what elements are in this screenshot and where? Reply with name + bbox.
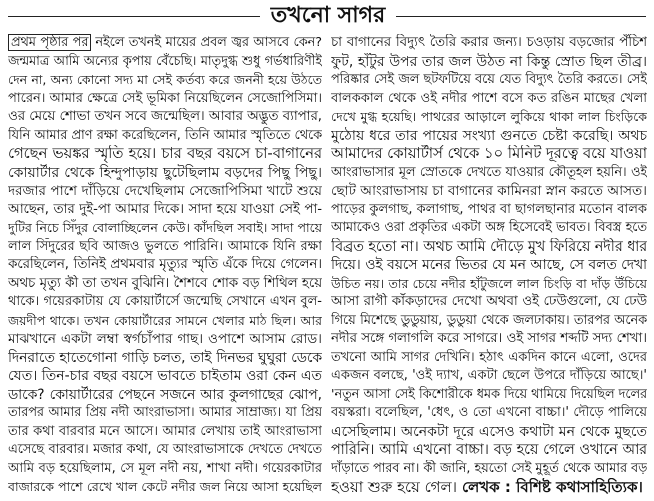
text-line: দাঁড়াতে পারব না। কী জানি, হয়তো সেই মুহূর্ত থেকে আমার বড় (331, 460, 647, 476)
text-line (8, 34, 322, 53)
text-line (331, 478, 647, 497)
text-line: এসেছে বারবার। মজার কথা, যে আংরাভাসাকে দেখতে দেখতে (8, 442, 322, 457)
text-line: ফুট, হাঁটুর উপর তার জল উঠত না কিন্তু স্রোত ছিল তীব্র। (331, 53, 647, 70)
text-line: ছোট আংরাভাসায় চা বাগানের কামিনরা স্নান করতে আসত। (331, 183, 647, 199)
text-line: আমাদের কোয়ার্টার্স থেকে ১০ মিনিট দূরত্বে বয়ে যাওয়া (331, 145, 647, 162)
text-line: ওর মেয়ে শোভা তখন সবে জন্মেছিল। আবার অদ্ভুত ব্যাপার, (8, 109, 322, 124)
text-line: পারেন। আমার ক্ষেত্রে সেই ভূমিকা নিয়েছিলেন সেজোপিসিমা। (8, 90, 322, 106)
text-line: ডাকে? কোয়ার্টারের পেছনে সজনে আর কুলগাছের ঝোপ, (8, 386, 322, 403)
text-line: যিনি আমার প্রাণ রক্ষা করেছিলেন, তিনি আমার স্মৃতিতে থেকে (8, 127, 322, 143)
line-text: নইলে তখনই মায়ের প্রবল জ্বর আসবে কেন? (95, 35, 322, 50)
text-line: বিব্রত হতো না। অথচ আমি দৌড়ে মুখ ফিরিয়ে নদীর ধার (331, 238, 647, 255)
text-line: উচিত নয়। তার চেয়ে নদীর হাঁটুজলে লাল চিংড়ি বা দাঁড় উঁচিয়ে (331, 275, 647, 291)
title-rule-right (396, 16, 646, 17)
text-line: আংরাভাসার মূল স্রোতকে দেখতে যাওয়ার কৌতূহল হয়নি। ওই (331, 164, 647, 180)
text-line: আমাকেও ওরা প্রকৃতির একটা অঙ্গ হিসেবেই ভাবত। বিবস্ত্র হতে (331, 220, 647, 235)
right-column (331, 34, 647, 497)
title-rule-left (8, 16, 260, 17)
text-line: তখনো আমি সাগর দেখিনি। হঠাৎ একদিন কানে এলো, ওদের (331, 349, 647, 365)
text-line: দেখে মুগ্ধ হয়েছি। পাথরের আড়ালে লুকিয়ে থাকা লাল চিংড়িকে (331, 109, 647, 124)
text-line: এসেছিলাম। অনেকটা দূরে এসেও কথাটা মন থেকে মুছতে (331, 423, 647, 440)
text-line: 'নতুন আসা সেই কিশোরীকে ধমক দিয়ে থামিয়ে দিয়েছিল দলের (331, 386, 647, 402)
text-line: বালককাল থেকে ওই নদীর পাশে বসে কত রঙিন মাছের খেলা (331, 90, 647, 106)
text-line: চা বাগানের বিদ্যুৎ তৈরি করার জন্য। চওড়ায় বড়জোর পঁচিশ (331, 35, 647, 50)
text-line: আছেন, তার দুই-পা আমার দিকে। সাদা হয়ে যাওয়া সেই পা- (8, 201, 322, 217)
text-line: কোয়ার্টার থেকে হিন্দুপাড়ায় ছুটেছিলাম বড়দের পিছু পিছু। (8, 164, 322, 181)
text-line: দিনরাতে হাতেগোনা গাড়ি চলত, তাই দিনভর ঘুঘুরা ডেকে (8, 349, 322, 366)
text-line: দেন না, অন্য কোনো সদ্য মা সেই কর্তব্য করে জননী হয়ে উঠতে (8, 72, 322, 87)
text-line: জন্মমাত্র আমি অন্যের কৃপায় বেঁচেছি। মাতৃদুগ্ধ শুধু গর্ভধারিণীই (8, 53, 322, 69)
text-line: পাড়ের কুলগাছ, কলাগাছ, পাথর বা ছাগলছানার মতোন বালক (331, 201, 647, 217)
author-byline: লেখক : বিশিষ্ট কথাসাহিত্যিক। (462, 478, 643, 496)
text-line: পরিষ্কার সেই জল ছটফটিয়ে বয়ে যেত বিদ্যুৎ তৈরি করতে। সেই (331, 72, 647, 87)
text-line: যেত। তিন-চার বছর বয়সে ভাবতে চাইতাম ওরা কেন এত (8, 368, 322, 384)
text-line: মুঠোয় ধরে তার পায়ের সংখ্যা গুনতে চেষ্টা করেছি। অথচ (331, 127, 647, 144)
text-line: অথচ মৃত্যু কী তা তখন বুঝিনি। শৈশবে শোক বড় শিথিল হয়ে (8, 275, 322, 291)
text-line: বাজারকে পাশে রেখে খাল কেটে নদীর জল নিয়ে আসা হয়েছিল (8, 479, 322, 494)
continued-from-label: প্রথম পৃষ্ঠার পর (8, 34, 91, 51)
text-line: আমি বড় হয়েছিলাম, সে মূল নদী নয়, শাখা নদী। গয়েরকাটার (8, 460, 322, 476)
text-line: জয়দীপ থাকে। তখন কোয়ার্টারের সামনে খেলার মাঠ ছিল। আর (8, 312, 322, 328)
article-title: তখনো সাগর (270, 3, 386, 28)
text-line: গিয়ে মিশেছে ডুডুয়ায়, ডুডুয়া থেকে জলঢাকায়। তারপর অনেক (331, 312, 647, 328)
line-text: হওয়া শুরু হয়ে গেল। (331, 478, 458, 496)
text-line: গেছেন ভয়ঙ্কর স্মৃতি হয়ে। চার বছর বয়সে চা-বাগানের (8, 145, 322, 162)
left-column (8, 34, 322, 497)
text-line: পারিনি। আমি এখনো বাচ্চা। বড় হয়ে গেলে ওখানে আর (331, 442, 647, 458)
text-line: তারপর আমার প্রিয় নদী আংরাভাসা। আমার সাম্রাজ্য। যা প্রিয় (8, 405, 322, 420)
text-line: নদীর সঙ্গে গলাগলি করে সাগরে। ওই সাগর শব্দটি সদ্য শেখা। (331, 331, 647, 346)
text-line: থাকে। গয়েরকাটায় যে কোয়ার্টার্সে জন্মেছি সেখানে এখন বুল- (8, 294, 322, 309)
text-line: লাল সিঁদুরের ছবি আজও ভুলতে পারিনি। আমাকে যিনি রক্ষা (8, 238, 322, 254)
text-line: দুটির নিচে সিঁদুর বোলাচ্ছিলেন কেউ। কাঁদছিল সবাই। সাদা পায়ে (8, 220, 322, 235)
text-line: আসা রাগী কাঁকড়াদের দেখো অথবা ওই ঢেউগুলো, যে ঢেউ (331, 294, 647, 309)
text-line: মাঝখানে একটা লম্বা স্বর্গচাঁপার গাছ। ওপাশে আসাম রোড। (8, 331, 322, 347)
text-line: তার কথা বারবার মনে আসে। আমার লেখায় তাই আংরাভাসা (8, 423, 322, 439)
text-line: একজন বলছে, 'ওই দ্যাখ, একটা ছেলে উপরে দাঁড়িয়ে আছে।' (331, 368, 647, 383)
text-line: দিয়ে। ওই বয়সে মনের ভিতর যে মন আছে, সে বলত দেখা (331, 257, 647, 273)
text-line: দরজার পাশে দাঁড়িয়ে দেখেছিলাম সেজোপিসিমা খাটে শুয়ে (8, 183, 322, 199)
text-line: বয়স্করা। বলেছিল, 'ধেৎ, ও তো এখনো বাচ্চা।' দৌড়ে পালিয়ে (331, 405, 647, 420)
text-line: করেছিলেন, তিনিই প্রথমবার মৃত্যুর স্মৃতি এঁকে দিয়ে গেলেন। (8, 257, 322, 272)
